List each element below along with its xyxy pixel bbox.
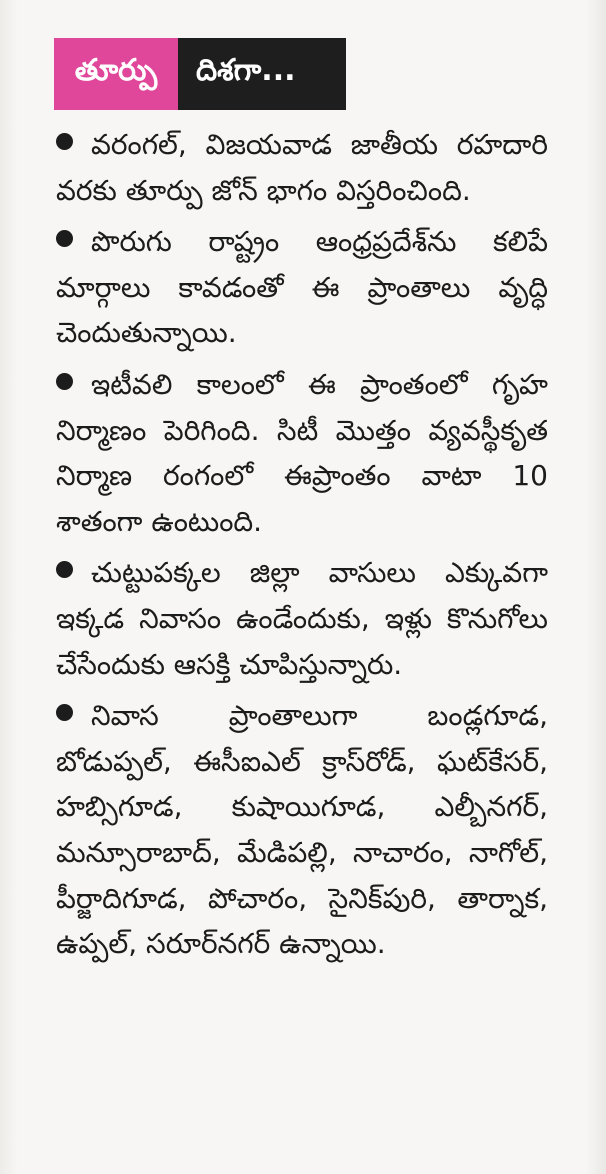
article-body [56, 122, 548, 973]
bullet-point [56, 693, 548, 967]
bullet-icon [56, 561, 73, 578]
page-edge-left [0, 0, 18, 1174]
bullet-text: పొరుగు రాష్ట్రం ఆంధ్రప్రదేశ్‌ను కలిపే మార్గాలు కావడంతో ఈ ప్రాంతాలు వృద్ధి చెందుతున్నాయి. [56, 225, 548, 350]
bullet-icon [56, 373, 73, 390]
page-edge-right [586, 0, 606, 1174]
bullet-point [56, 362, 548, 544]
bullet-text: చుట్టుపక్కల జిల్లా వాసులు ఎక్కువగా ఇక్కడ నివాసం ఉండేందుకు, ఇళ్లు కొనుగోలు చేసేందుకు ఆసక్తి చూపిస్తున్నారు. [56, 556, 548, 681]
header-label-left: తూర్పు [54, 38, 178, 110]
bullet-text: వరంగల్, విజయవాడ జాతీయ రహదారి వరకు తూర్పు జోన్ భాగం విస్తరించింది. [56, 128, 548, 207]
bullet-icon [56, 133, 73, 150]
bullet-text: నివాస ప్రాంతాలుగా బండ్లగూడ, బోడుప్పల్, ఈసీఐఎల్ క్రాస్‌రోడ్, ఘట్‌కేసర్, హబ్సిగూడ, కుషాయిగూడ, ఎల్బీనగర్, మన్సూరాబాద్, మేడిపల్లి, నాచారం, నాగోల్, పీర్జాదిగూడ, పోచారం, సైనిక్‌పురి, తార్నాక, ఉప్పల్, సరూర్‌నగర్ ఉన్నాయి. [56, 699, 548, 961]
bullet-text: ఇటీవలి కాలంలో ఈ ప్రాంతంలో గృహ నిర్మాణం పెరిగింది. సిటీ మొత్తం వ్యవస్థీకృత నిర్మాణ రంగంలో ఈప్రాంతం వాటా 10 శాతంగా ఉంటుంది. [56, 367, 548, 538]
section-header [54, 38, 346, 110]
bullet-point [56, 122, 548, 213]
bullet-icon [56, 704, 73, 721]
bullet-point [56, 219, 548, 356]
header-label-right: దిశగా... [178, 38, 346, 110]
bullet-point [56, 550, 548, 687]
bullet-icon [56, 230, 73, 247]
